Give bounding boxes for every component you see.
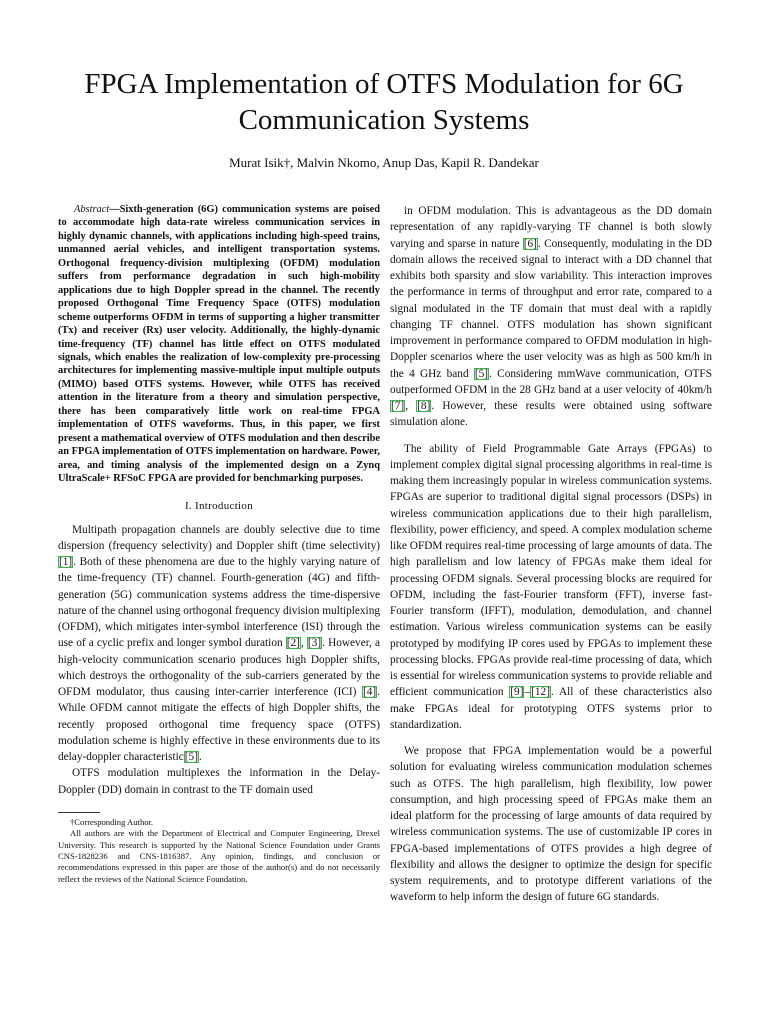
body-paragraph xyxy=(390,441,712,734)
abstract-text: —Sixth-generation (6G) communication systems are poised to accommodate high data-rate wireless communication services in highly dynamic channels, with applications including high-speed trains, unmanned aerial vehicles, and intelligent transportation systems. Orthogonal frequency-division multiplexing (OFDM) modulation suffers from performance degradation in such high-mobility applications due to high Doppler spread in the channel. The recently proposed Orthogonal Time Frequency Space (OTFS) modulation scheme outperforms OFDM in terms of supporting a higher transmitter (Tx) and receiver (Rx) user velocity. Additionally, the highly-dynamic time-frequency (TF) channel has little effect on OTFS modulated signals, which enables the realization of low-complexity pre-processing architectures for implementing massive-multiple input multiple outputs (MIMO) based OTFS systems. However, while OTFS has received attention in the literature from a theory and simulation perspective, there has been comparatively little work on real-time FPGA implementation of OTFS waveforms. Thus, in this paper, we first present a mathematical overview of OTFS modulation and then describe an FPGA implementation of OTFS implementation on hardware. Power, area, and timing analysis of the implemented design on a Zynq UltraScale+ RFSoC FPGA are provided for benchmarking purposes. xyxy=(58,204,380,485)
body-paragraph xyxy=(58,522,380,766)
paragraph-text: . Consequently, modulating in the DD domain allows the received signal to interact with a DD channel that exhibits both sparsity and slow variability. This interaction improves the performance in terms of throughput and error rate, compared to a signal modulated in the TF domain that must deal with a rapidly changing TF channel. OTFS modulation has shown significant improvement in performance compared to OFDM modulation in high-Doppler scenarios where the user velocity was as high as 500 km/h in the 4 GHz band xyxy=(390,237,712,380)
paragraph-text: . xyxy=(198,751,202,764)
paragraph-text: Multipath propagation channels are doubly selective due to time dispersion (frequency selectivity) and Doppler shift (time selectivity) xyxy=(58,523,380,552)
paragraph-text: . All of these characteristics also make FPGAs ideal for prototyping OTFS systems prior to standardization. xyxy=(390,686,712,731)
paragraph-text: The ability of Field Programmable Gate Arrays (FPGAs) to implement complex digital signal processing algorithms in real-time is making them increasingly popular in wireless communication systems. FPGAs are superior to traditional digital signal processors (DSPs) in wireless communication applications due to their high parallelism, flexibility, power efficiency, and speed. A complex modulation scheme like OFDM requires real-time processing of large amounts of data. The high parallelism and low latency of FPGAs make them ideal for processing OFDM signals. Several processing blocks are required for OFDM, including the fast-Fourier transform (FFT), inverse fast-Fourier transform (IFFT), modulation, demodulation, and channel estimation. Various wireless communication systems can be easily prototyped by modifying IP cores used by FPGAs to implement these processing blocks. FPGAs provide real-time processing of data, which is essential for wireless communication systems to provide reliable and efficient communication xyxy=(390,442,712,699)
citation-link[interactable]: [8] xyxy=(417,400,431,412)
paragraph-text: . Both of these phenomena are due to the highly varying nature of the time-frequency (TF) channel. Fourth-generation (4G) and fifth-generation (5G) communication systems address the time-dispersive nature of the channel using orthogonal frequency division multiplexing (OFDM), which mitigates inter-symbol interference (ISI) through the use of a cyclic prefix and longer symbol duration xyxy=(58,556,380,650)
section-heading-introduction: I. Introduction xyxy=(184,499,254,512)
body-paragraph xyxy=(390,743,712,906)
paragraph-text: . While OFDM cannot mitigate the effects of high Doppler shifts, the recently proposed orthogonal time frequency space (OTFS) modulation scheme is highly effective in these environments due to its delay-doppler characteristic xyxy=(58,686,380,764)
paper-title: FPGA Implementation of OTFS Modulation for 6G Communication Systems xyxy=(84,68,684,136)
body-paragraph xyxy=(390,203,712,431)
paragraph-text: . However, these results were obtained using software simulation alone. xyxy=(390,400,712,429)
paragraph-text: OTFS modulation multiplexes the information in the Delay-Doppler (DD) domain in contrast to the TF domain used xyxy=(58,767,380,796)
citation-link[interactable]: [1] xyxy=(59,556,73,569)
footnote-rule xyxy=(58,812,100,813)
right-body xyxy=(390,203,712,906)
abstract xyxy=(58,203,380,486)
author-list: Murat Isik†, Malvin Nkomo, Anup Das, Kapil R. Dandekar xyxy=(229,155,539,170)
citation-link[interactable]: [3] xyxy=(307,637,322,650)
citation-link[interactable]: [6] xyxy=(523,237,537,250)
paragraph-text: We propose that FPGA implementation would be a powerful solution for evaluating wireless communication modulation schemes such as OTFS. The high parallelism, high flexibility, low power consumption, and high processing speed of FPGAs make them an ideal platform for the processing of large amounts of data required by wireless communication systems. The use of customizable IP cores in FPGA-based implementations of OTFS provides a high degree of flexibility and allows the designer to optimize the design for specific system requirements, and to prototype different variations of the waveform to help inform the design of future 6G standards. xyxy=(390,745,712,904)
paragraph-text: – xyxy=(524,686,531,699)
citation-link[interactable]: [12] xyxy=(531,686,550,699)
left-column xyxy=(58,203,380,885)
paragraph-text: , xyxy=(300,637,307,650)
citation-link[interactable]: [7] xyxy=(391,400,405,412)
citation-link[interactable]: [4] xyxy=(362,686,377,699)
citation-link[interactable]: [2] xyxy=(286,637,300,650)
footnote-affiliation: All authors are with the Department of Electrical and Computer Engineering, Drexel University. This research is supported by the National Science Foundation under Grants CNS-1828236 and CNS-1816387. Any opinion, findings, and conclusion or recommendations expressed in this paper are those of the author(s) and do not necessarily reflect the reviews of the National Science Foundation. xyxy=(58,828,380,884)
footnote-corresponding: †Corresponding Author. xyxy=(70,816,154,827)
right-column xyxy=(390,203,712,906)
body-paragraph xyxy=(58,765,380,798)
left-body xyxy=(58,522,380,798)
abstract-lead: Abstract xyxy=(74,204,110,215)
paragraph-text: . However, a high-velocity communication scenario produces high Doppler shifts, which destroys the orthogonality of the sub-carriers generated by the OFDM modulator, thus causing inter-carrier interference (ICI) xyxy=(58,637,380,699)
paragraph-text: . Considering mmWave communication, OTFS outperformed OFDM in the 28 GHz band at a user velocity of 40km/h xyxy=(390,367,712,396)
citation-link[interactable]: [9] xyxy=(510,686,524,699)
paragraph-text: , xyxy=(405,400,417,412)
citation-link[interactable]: [5] xyxy=(474,367,489,380)
paragraph-text: in OFDM modulation. This is advantageous as the DD domain representation of any rapidly-varying TF channel is both slowly varying and sparse in nature xyxy=(390,205,712,250)
citation-link[interactable]: [5] xyxy=(184,751,198,764)
